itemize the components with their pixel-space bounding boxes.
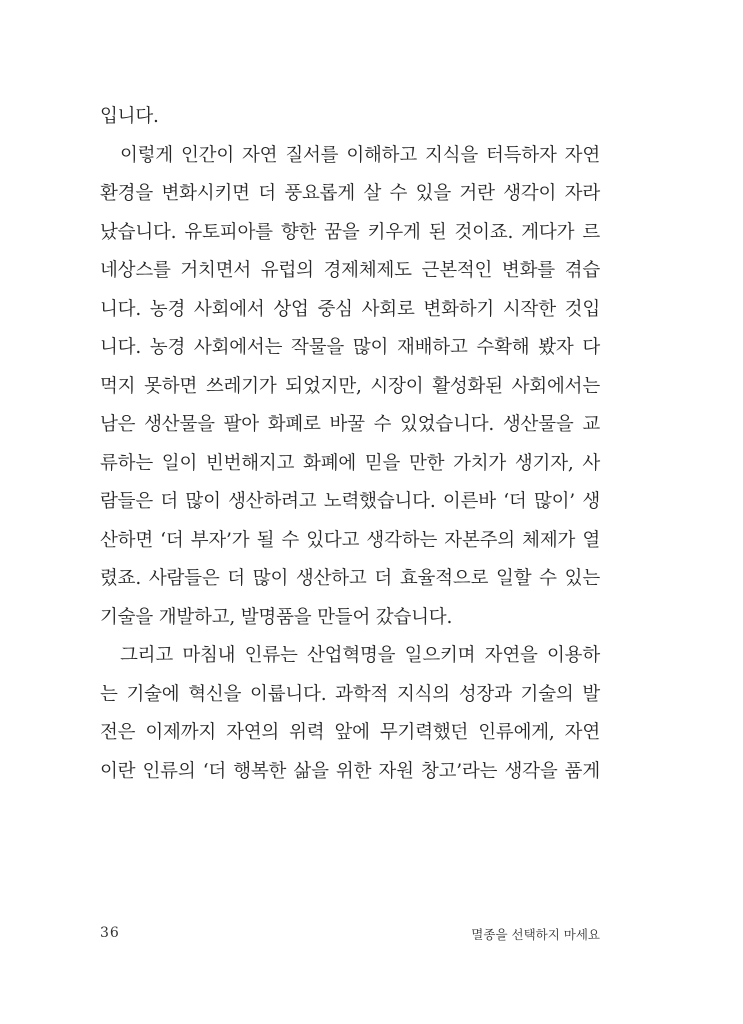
text-line: 났습니다. 유토피아를 향한 꿈을 키우게 된 것이죠. 게다가 르 <box>100 221 600 243</box>
text-line: 렸죠. 사람들은 더 많이 생산하고 더 효율적으로 일할 수 있는 <box>100 568 600 589</box>
text-line: 네상스를 거치면서 유럽의 경제체제도 근본적인 변화를 겪습 <box>100 260 600 281</box>
page-footer <box>100 925 600 949</box>
body-text <box>100 98 600 791</box>
text-line: 니다. 농경 사회에서 상업 중심 사회로 변화하기 시작한 것입 <box>100 298 600 320</box>
text-line: 남은 생산물을 팔아 화폐로 바꿀 수 있었습니다. 생산물을 교 <box>100 414 600 435</box>
text-line: 그리고 마침내 인류는 산업혁명을 일으키며 자연을 이용하 <box>120 645 600 666</box>
text-line: 전은 이제까지 자연의 위력 앞에 무기력했던 인류에게, 자연 <box>100 722 600 743</box>
text-line: 이렇게 인간이 자연 질서를 이해하고 지식을 터득하자 자연 <box>120 144 600 166</box>
page-number: 36 <box>100 925 120 941</box>
text-line: 산하면 ‘더 부자’가 될 수 있다고 생각하는 자본주의 체제가 열 <box>100 529 600 551</box>
text-line: 기술을 개발하고, 발명품을 만들어 갔습니다. <box>100 606 453 628</box>
text-line: 류하는 일이 빈번해지고 화폐에 믿을 만한 가치가 생기자, 사 <box>100 452 600 474</box>
text-line: 환경을 변화시키면 더 풍요롭게 살 수 있을 거란 생각이 자라 <box>100 183 600 204</box>
text-line: 먹지 못하면 쓰레기가 되었지만, 시장이 활성화된 사회에서는 <box>100 375 600 397</box>
text-line: 이란 인류의 ‘더 행복한 삶을 위한 자원 창고’라는 생각을 품게 <box>100 760 600 782</box>
running-title: 멸종을 선택하지 마세요 <box>471 927 600 942</box>
text-line: 람들은 더 많이 생산하려고 노력했습니다. 이른바 ‘더 많이’ 생 <box>100 491 600 512</box>
text-line: 입니다. <box>100 106 159 127</box>
text-line: 는 기술에 혁신을 이룹니다. 과학적 지식의 성장과 기술의 발 <box>100 683 600 705</box>
text-line: 니다. 농경 사회에서는 작물을 많이 재배하고 수확해 봤자 다 <box>100 337 600 358</box>
